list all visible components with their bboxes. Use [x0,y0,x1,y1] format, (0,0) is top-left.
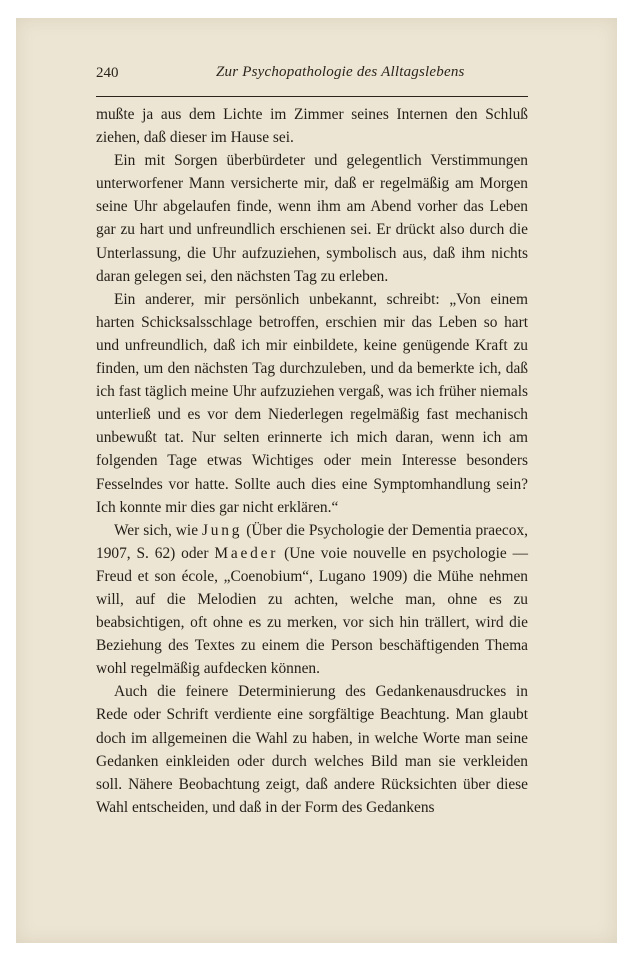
running-title: Zur Psychopathologie des Alltagslebens [216,64,465,80]
paragraph-continued: mußte ja aus dem Lichte im Zimmer seines Internen den Schluß ziehen, daß dieser im Hause sei. [96,106,528,147]
paragraph-watch-man: Ein mit Sorgen überbürdeter und gelegentlich Verstimmungen unterworfener Mann versicherte mir, daß er regelmäßig am Morgen seine Uhr abgelaufen finde, wenn ihm am Abend vorher das Leben gar zu hart und unfreundlich erschienen sei. Er drückt also durch die Unterlassung, die Uhr aufzuziehen, symbolisch aus, daß ihm nichts daran gelegen sei, den nächsten Tag zu erleben. [96,152,528,285]
header-rule [96,96,528,97]
page-header [96,62,528,88]
body-text [96,103,528,819]
paragraph-melodies [96,519,528,681]
paragraph-letter: Ein anderer, mir persönlich unbekannt, schreibt: „Von einem harten Schicksalsschlage betroffen, erschien mir das Leben so hart und unfreundlich, daß ich mir einbildete, keine genügende Kraft zu finden, um den nächsten Tag durchzuleben, und da bemerkte ich, daß ich fast täglich meine Uhr aufzuziehen vergaß, was ich früher niemals unterließ und es vor dem Niederlegen regelmäßig fast mechanisch unbewußt tat. Nur selten erinnerte ich mich daran, wenn ich am folgenden Tage etwas Wichtiges oder mein Interesse besonders Fesselndes vor hatte. Sollte auch dies eine Symptomhandlung sein? Ich konnte mir dies gar nicht erklären.“ [96,290,528,516]
paragraph-melodies-post: (Une voie nouvelle en psychologie — Freud et son école, „Coenobium“, Lugano 1909) die Mühe nehmen will, auf die Melodien zu achten, welche man, ohne es zu beabsichtigen, oft ohne es zu merken, vor sich hin trällert, wird die Beziehung des Textes zu einem die Person beschäftigenden Thema wohl regelmäßig aufdecken können. [96,544,528,678]
page-number: 240 [96,65,119,81]
author-name-jung: Jung [202,521,243,539]
paragraph-melodies-mid: (Über die Psychologie der Dementia praecox, 1907, S. 62) oder [96,521,528,562]
paragraph-melodies-pre: Wer sich, wie [114,521,202,539]
author-name-maeder: Maeder [214,544,279,562]
paragraph-expression: Auch die feinere Determinierung des Gedankenausdruckes in Rede oder Schrift verdiente eine sorgfältige Beachtung. Man glaubt doch im allgemeinen die Wahl zu haben, in welche Worte man seine Gedanken einkleiden oder durch welches Bild man sie verkleiden soll. Nähere Beobachtung zeigt, daß andere Rücksichten über diese Wahl entscheiden, und daß in der Form des Gedankens [96,683,528,816]
